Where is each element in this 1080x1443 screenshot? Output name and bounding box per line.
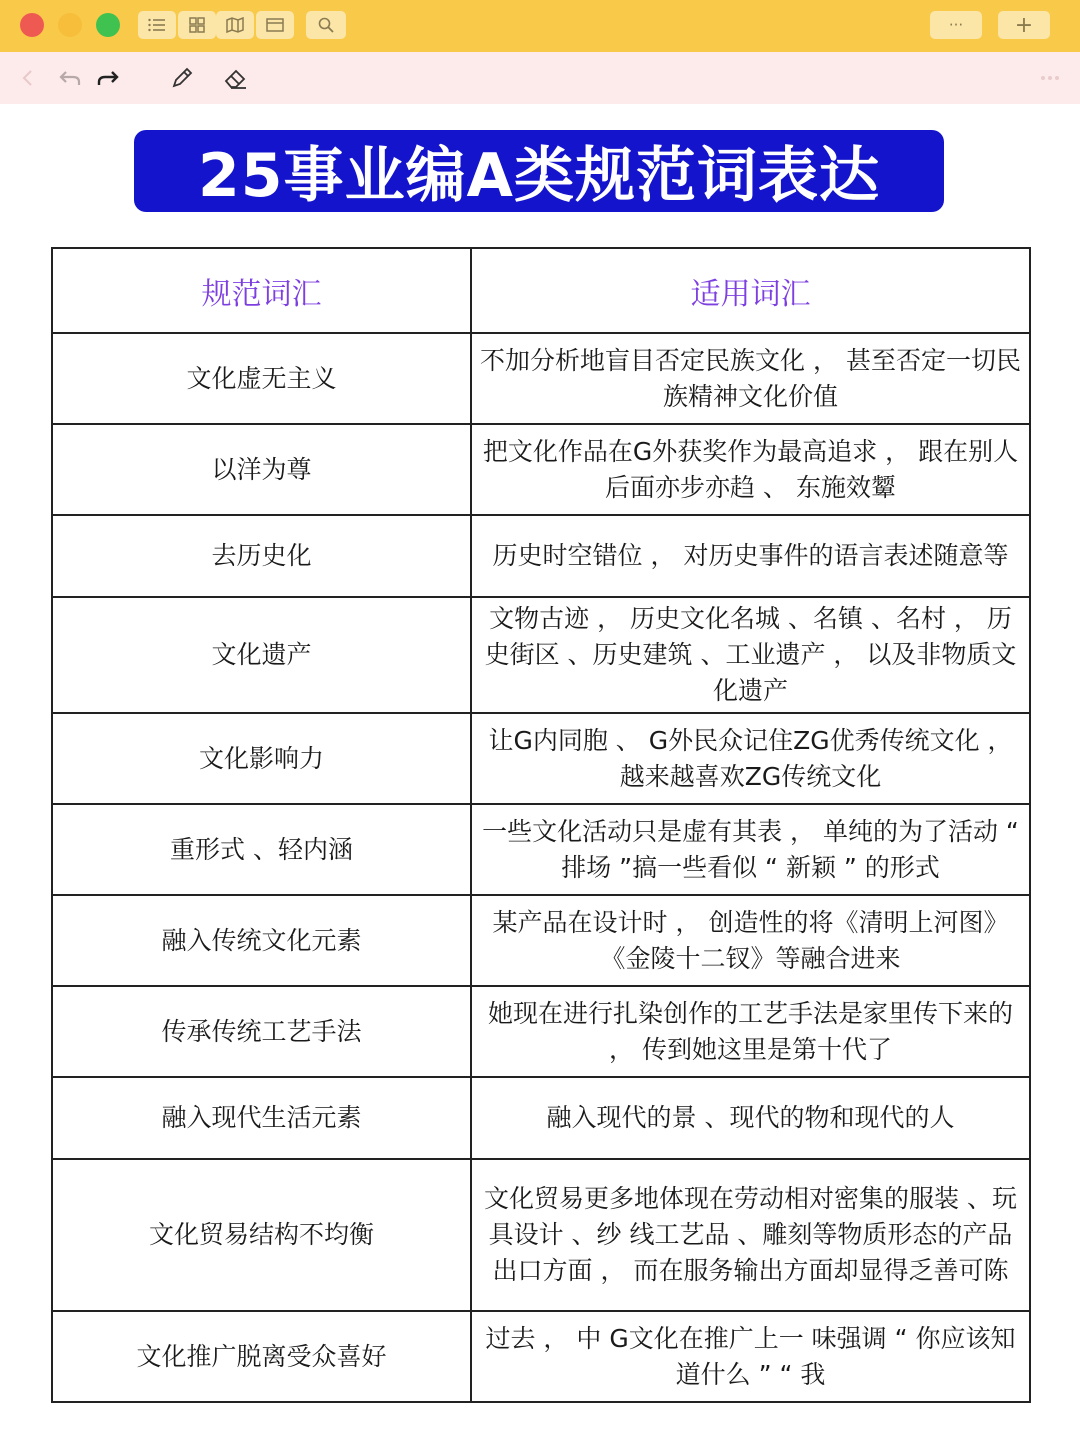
- table-row: [52, 424, 1030, 515]
- usage-cell: 她现在进行扎染创作的工艺手法是家里传下来的 ， 传到她这里是第十代了: [471, 986, 1030, 1077]
- search-icon[interactable]: [306, 11, 346, 39]
- list-icon[interactable]: [138, 11, 176, 39]
- grid-icon[interactable]: [178, 11, 216, 39]
- zoom-window-button[interactable]: [96, 13, 120, 37]
- page-title: 25事业编A类规范词表达: [134, 130, 944, 212]
- usage-cell: 文化贸易更多地体现在劳动相对密集的服装 、玩具设计 、纱 线工艺品 、雕刻等物质形态的产品出口方面 ， 而在服务输出方面却显得乏善可陈: [471, 1159, 1030, 1311]
- term-cell: 文化贸易结构不均衡: [52, 1159, 471, 1311]
- table-header-row: [52, 248, 1030, 333]
- table-row: [52, 713, 1030, 804]
- minimize-window-button[interactable]: [58, 13, 82, 37]
- usage-cell: 历史时空错位 ， 对历史事件的语言表述随意等: [471, 515, 1030, 597]
- close-window-button[interactable]: [20, 13, 44, 37]
- usage-cell: 某产品在设计时 ， 创造性的将《清明上河图》《金陵十二钗》等融合进来: [471, 895, 1030, 986]
- usage-cell: 一些文化活动只是虚有其表 ， 单纯的为了活动 “ 排场 ”搞一些看似 “ 新颖 ” 的形式: [471, 804, 1030, 895]
- add-button[interactable]: +: [998, 11, 1050, 39]
- header-applicable-terms: 适用词汇: [471, 248, 1030, 333]
- table-row: [52, 1077, 1030, 1159]
- term-cell: 融入传统文化元素: [52, 895, 471, 986]
- term-cell: 文化影响力: [52, 713, 471, 804]
- table-row: [52, 515, 1030, 597]
- table-row: [52, 804, 1030, 895]
- usage-cell: 融入现代的景 、现代的物和现代的人: [471, 1077, 1030, 1159]
- usage-cell: 把文化作品在G外获奖作为最高追求 ， 跟在别人后面亦步亦趋 、 东施效颦: [471, 424, 1030, 515]
- more-button[interactable]: ···: [930, 11, 982, 39]
- usage-cell: 不加分析地盲目否定民族文化 ， 甚至否定一切民族精神文化价值: [471, 333, 1030, 424]
- header-standard-terms: 规范词汇: [52, 248, 471, 333]
- usage-cell: 让G内同胞 、 G外民众记住ZG优秀传统文化 ， 越来越喜欢ZG传统文化: [471, 713, 1030, 804]
- undo-icon[interactable]: [56, 64, 84, 92]
- term-cell: 文化推广脱离受众喜好: [52, 1311, 471, 1402]
- usage-cell: 文物古迹 ， 历史文化名城 、名镇 、名村 ， 历史街区 、历史建筑 、工业遗产 ， 以及非物质文化遗产: [471, 597, 1030, 713]
- term-cell: 传承传统工艺手法: [52, 986, 471, 1077]
- collapse-icon[interactable]: [1036, 64, 1064, 92]
- table-row: [52, 1159, 1030, 1311]
- term-cell: 以洋为尊: [52, 424, 471, 515]
- window-icon[interactable]: [256, 11, 294, 39]
- pencil-icon[interactable]: [168, 64, 196, 92]
- term-cell: 融入现代生活元素: [52, 1077, 471, 1159]
- back-icon[interactable]: [14, 64, 42, 92]
- table-row: [52, 1311, 1030, 1402]
- redo-icon[interactable]: [94, 64, 122, 92]
- term-cell: 文化虚无主义: [52, 333, 471, 424]
- window-titlebar: [0, 0, 1080, 52]
- table-row: [52, 333, 1030, 424]
- term-cell: 去历史化: [52, 515, 471, 597]
- term-cell: 重形式 、轻内涵: [52, 804, 471, 895]
- vocabulary-table: [51, 247, 1031, 1403]
- map-icon[interactable]: [216, 11, 254, 39]
- table-row: [52, 895, 1030, 986]
- table-row: [52, 986, 1030, 1077]
- term-cell: 文化遗产: [52, 597, 471, 713]
- eraser-icon[interactable]: [222, 64, 250, 92]
- usage-cell: 过去 ， 中 G文化在推广上一 味强调 “ 你应该知道什么 ” “ 我: [471, 1311, 1030, 1402]
- table-row: [52, 597, 1030, 713]
- edit-toolbar: [0, 52, 1080, 104]
